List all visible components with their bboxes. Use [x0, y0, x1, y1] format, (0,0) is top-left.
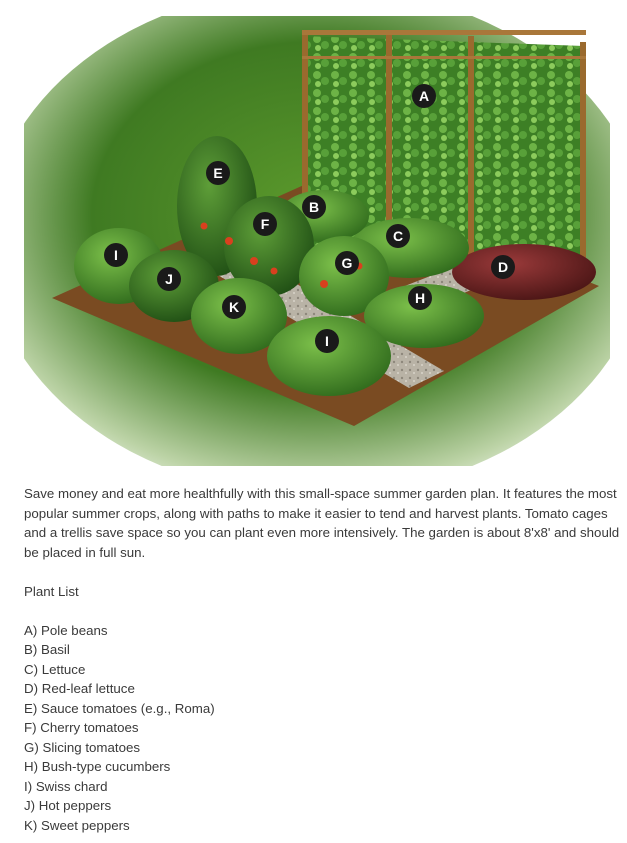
list-item: K) Sweet peppers	[24, 817, 130, 833]
list-item: A) Pole beans	[24, 622, 108, 638]
svg-text:D: D	[497, 259, 509, 275]
plant-marker-g	[335, 251, 359, 275]
svg-text:K: K	[228, 299, 240, 315]
svg-text:G: G	[341, 255, 353, 271]
list-item: J) Hot peppers	[24, 798, 112, 813]
plant-marker-b	[302, 195, 326, 219]
svg-text:I: I	[114, 247, 118, 263]
svg-text:J: J	[165, 271, 173, 287]
list-item: H) Bush-type cucumbers	[24, 759, 171, 774]
list-item: I) Swiss chard	[24, 778, 108, 794]
plan-description: Save money and eat more healthfully with this small-space summer garden plan. It features the most popular summer crops, along with paths to make it easier to tend and harvest plants. Tomato cages and a trellis save space so you can plant even more intensively. The garden is about 8'x8' and should be placed in full sun.	[24, 486, 620, 560]
plant-list-heading: Plant List	[24, 583, 79, 599]
plant-marker-j	[157, 267, 181, 291]
plant-marker-k	[222, 295, 246, 319]
plant-marker-i	[104, 243, 128, 267]
plant-list	[24, 621, 624, 836]
plant-marker-a	[412, 84, 436, 108]
list-item: E) Sauce tomatoes (e.g., Roma)	[24, 700, 215, 716]
list-item: F) Cherry tomatoes	[24, 720, 139, 735]
garden-plan-illustration	[24, 16, 610, 466]
plant-marker-i	[315, 329, 339, 353]
plant-marker-e	[206, 161, 230, 185]
svg-text:B: B	[308, 199, 320, 215]
svg-text:I: I	[325, 333, 329, 349]
plan-text	[24, 484, 624, 835]
svg-text:H: H	[414, 290, 426, 306]
plant-marker-c	[386, 224, 410, 248]
plant-red-leaf-lettuce	[452, 244, 596, 300]
plant-marker-h	[408, 286, 432, 310]
plant-swiss-chard	[267, 316, 391, 396]
list-item: C) Lettuce	[24, 661, 86, 677]
plant-marker-f	[253, 212, 277, 236]
svg-text:F: F	[260, 216, 270, 232]
list-item: B) Basil	[24, 642, 70, 657]
svg-text:A: A	[418, 88, 430, 104]
svg-text:E: E	[213, 165, 223, 181]
plant-marker-d	[491, 255, 515, 279]
list-item: D) Red-leaf lettuce	[24, 681, 135, 696]
svg-text:C: C	[392, 228, 404, 244]
list-item: G) Slicing tomatoes	[24, 739, 141, 755]
